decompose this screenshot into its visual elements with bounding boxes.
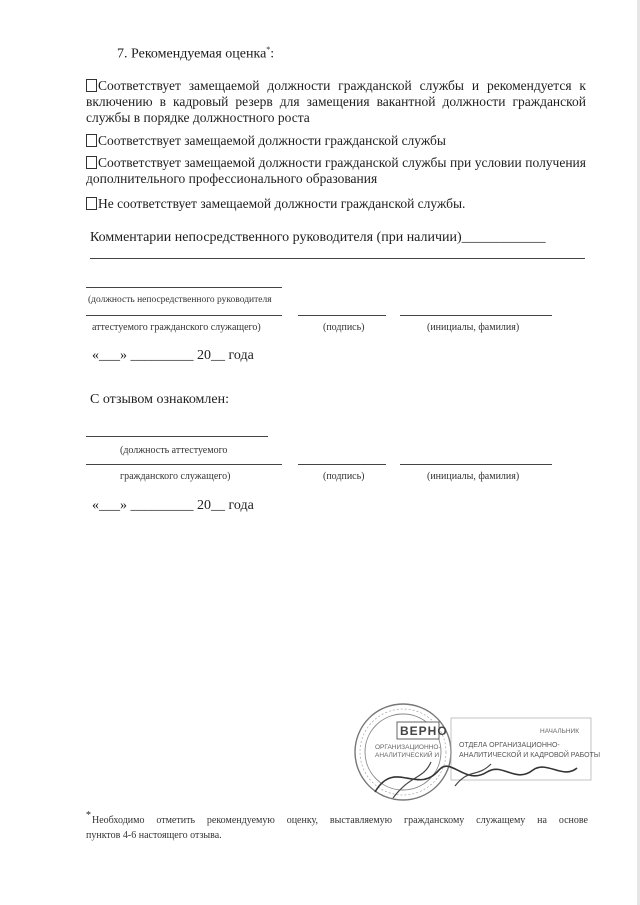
supervisor-signature-caption: (подпись): [323, 322, 365, 333]
footnote-mark: *: [86, 810, 91, 821]
supervisor-position-line-1[interactable]: [86, 287, 282, 288]
supervisor-initials-caption: (инициалы, фамилия): [427, 322, 520, 333]
option-4-checkbox[interactable]: [86, 197, 97, 210]
section-title-text: 7. Рекомендуемая оценка: [117, 46, 267, 62]
footnote-mark-sup: *: [266, 45, 271, 54]
stamp-org-line-2: АНАЛИТИЧЕСКИЙ И: [375, 752, 440, 759]
acknowledged-label: С отзывом ознакомлен:: [90, 392, 229, 407]
comments-line[interactable]: [90, 258, 585, 259]
supervisor-position-caption-2: аттестуемого гражданского служащего): [92, 322, 261, 333]
title-colon: :: [270, 46, 275, 62]
employee-signature-caption: (подпись): [323, 471, 365, 482]
employee-position-line-1[interactable]: [86, 436, 268, 437]
stamp-org-line-1: ОРГАНИЗАЦИОННО-: [375, 744, 441, 751]
employee-position-line-2[interactable]: [86, 464, 282, 465]
stamp-title-line-2: ОТДЕЛА ОРГАНИЗАЦИОННО-: [459, 742, 560, 749]
employee-position-caption-1: (должность аттестуемого: [120, 445, 228, 456]
employee-date: «___» _________ 20__ года: [92, 498, 254, 513]
supervisor-initials-line[interactable]: [400, 315, 552, 316]
option-1: [86, 78, 586, 126]
employee-position-caption-2: гражданского служащего): [120, 471, 231, 482]
stamp-title-line-3: АНАЛИТИЧЕСКОЙ И КАДРОВОЙ РАБОТЫ: [459, 752, 601, 759]
footnote-line-2: пунктов 4-6 настоящего отзыва.: [86, 830, 222, 841]
supervisor-position-line-2[interactable]: [86, 315, 282, 316]
employee-initials-line[interactable]: [400, 464, 552, 465]
footnote-line-1: Необходимо отметить рекомендуемую оценку, выставляемую гражданскому служащему на основе: [92, 815, 588, 826]
supervisor-signature-line[interactable]: [298, 315, 386, 316]
option-2-label: Соответствует замещаемой должности гражданской службы: [98, 133, 446, 148]
stamp-verno: ВЕРНО: [400, 724, 448, 738]
option-3-label: Соответствует замещаемой должности гражданской службы при условии получения дополнительного профессионального образования: [86, 155, 586, 186]
option-3-checkbox[interactable]: [86, 156, 97, 169]
option-2-checkbox[interactable]: [86, 134, 97, 147]
employee-initials-caption: (инициалы, фамилия): [427, 471, 520, 482]
employee-signature-line[interactable]: [298, 464, 386, 465]
option-4-label: Не соответствует замещаемой должности гражданской службы.: [98, 196, 466, 211]
supervisor-position-caption-1: (должность непосредственного руководителя: [88, 295, 272, 305]
certification-stamp: [335, 700, 601, 805]
option-1-label: Соответствует замещаемой должности гражданской службы и рекомендуется к включению в кадровый резерв для замещения вакантной должности гражданской службы в порядке должностного роста: [86, 78, 586, 125]
supervisor-date: «___» _________ 20__ года: [92, 348, 254, 363]
option-1-checkbox[interactable]: [86, 79, 97, 92]
section-title: [117, 45, 274, 63]
option-3: [86, 155, 586, 187]
option-2: [86, 133, 586, 149]
option-4: [86, 196, 586, 212]
stamp-title-line-1: НАЧАЛЬНИК: [540, 728, 580, 735]
comments-label: Комментарии непосредственного руководителя (при наличии)____________: [90, 230, 546, 245]
